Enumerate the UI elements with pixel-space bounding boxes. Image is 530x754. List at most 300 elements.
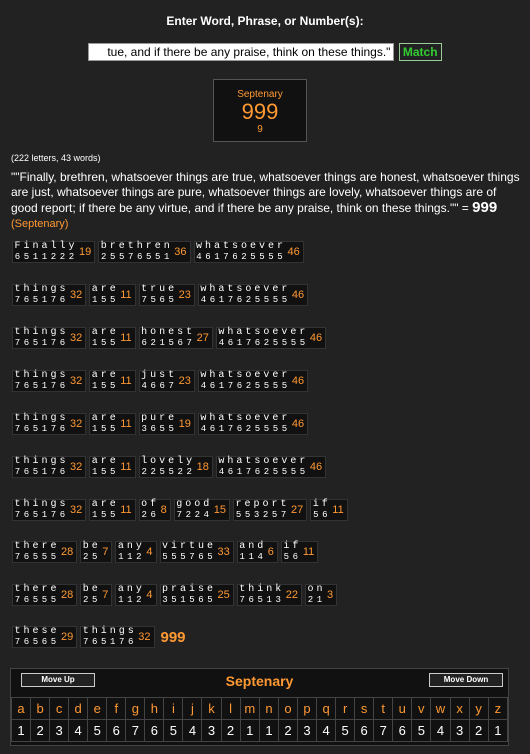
letter-cell <box>90 585 99 605</box>
cipher-value: 5 <box>412 720 431 742</box>
letter-char: t <box>14 626 21 637</box>
letter-char: v <box>161 541 168 552</box>
letter-value: 5 <box>290 467 297 477</box>
letter-cell <box>81 627 90 647</box>
result-value: 999 <box>241 99 279 124</box>
letter-value: 5 <box>254 381 261 391</box>
letter-char: a <box>91 413 98 424</box>
letter-cell <box>253 457 262 477</box>
letter-cell <box>235 457 244 477</box>
letter-value: 5 <box>250 252 256 262</box>
letter-char: e <box>290 327 297 338</box>
letter-value: 2 <box>245 381 252 391</box>
letter-cell <box>40 328 49 348</box>
phrase-total: 999 <box>472 199 498 216</box>
cipher-letter: z <box>488 698 507 720</box>
letter-char: o <box>263 327 270 338</box>
letter-char: e <box>168 456 175 467</box>
cipher-letter: a <box>12 698 31 720</box>
letter-char: e <box>254 413 261 424</box>
letter-cell <box>81 542 90 562</box>
letter-cell <box>179 542 188 562</box>
letter-char: i <box>188 584 195 595</box>
word-sum: 7 <box>102 546 109 558</box>
letter-value: 1 <box>41 295 48 305</box>
letter-value: 6 <box>23 424 30 434</box>
cipher-value: 6 <box>107 720 126 742</box>
letter-char: w <box>200 370 207 381</box>
letter-char: h <box>23 327 30 338</box>
letter-cell <box>31 285 40 305</box>
word-sum: 11 <box>302 546 315 558</box>
letter-char: w <box>195 241 202 252</box>
letter-char: t <box>239 584 246 595</box>
letter-value: 5 <box>281 338 288 348</box>
letter-char: w <box>200 413 207 424</box>
word-sum: 23 <box>178 289 191 301</box>
letter-char: s <box>59 370 66 381</box>
letter-value: 1 <box>92 424 98 434</box>
letter-value: 6 <box>198 552 204 562</box>
letter-cell <box>238 542 247 562</box>
letter-value: 5 <box>41 552 48 562</box>
letter-value: 7 <box>280 510 287 520</box>
letter-cell <box>117 242 126 262</box>
letter-char: r <box>299 456 306 467</box>
letter-char: s <box>41 626 48 637</box>
word-group <box>194 241 304 263</box>
cipher-value: 4 <box>431 720 450 742</box>
cipher-letter: l <box>221 698 240 720</box>
letter-cell <box>279 500 288 520</box>
word-group <box>115 541 156 563</box>
letter-value: 5 <box>168 295 174 305</box>
letter-cell <box>282 542 291 562</box>
letter-char: h <box>23 541 30 552</box>
letter-char: e <box>168 327 175 338</box>
letter-value: 7 <box>83 637 89 647</box>
result-cipher-label: Septenary <box>237 89 283 100</box>
letter-char: i <box>32 284 39 295</box>
word-group <box>216 456 326 478</box>
letter-cell <box>116 585 125 605</box>
letter-value: 7 <box>50 381 57 391</box>
letter-cell <box>108 371 117 391</box>
letter-cell <box>217 328 226 348</box>
letter-value: 4 <box>257 552 263 562</box>
letter-value: 5 <box>168 338 174 348</box>
phrase-breakdown <box>11 170 523 232</box>
letter-char: v <box>159 456 166 467</box>
letter-char: s <box>236 413 243 424</box>
letter-cell <box>99 500 108 520</box>
cipher-panel-title: Septenary <box>225 673 294 689</box>
letter-value: 6 <box>128 637 134 647</box>
letter-value: 5 <box>207 595 213 605</box>
letter-cell <box>256 585 265 605</box>
letter-cell <box>13 585 22 605</box>
letter-char: o <box>245 413 252 424</box>
letter-cell <box>140 328 149 348</box>
letter-value: 6 <box>205 252 211 262</box>
letter-value: 1 <box>41 338 48 348</box>
letter-char: n <box>159 327 166 338</box>
letter-char: b <box>82 584 89 595</box>
letter-value: 5 <box>281 424 288 434</box>
letter-cell <box>217 371 226 391</box>
word-sum: 19 <box>79 246 92 258</box>
move-up-button[interactable]: Move Up <box>21 673 95 687</box>
letter-char: r <box>150 284 157 295</box>
letter-cell <box>167 414 176 434</box>
letter-cell <box>244 414 253 434</box>
letter-value: 1 <box>159 338 165 348</box>
letter-char: t <box>188 541 195 552</box>
word-group <box>12 541 77 563</box>
letter-char: a <box>91 370 98 381</box>
letter-char: e <box>254 370 261 381</box>
word-sum: 4 <box>146 546 153 558</box>
letter-value: 5 <box>32 510 39 520</box>
cipher-value: 4 <box>69 720 88 742</box>
letter-char: n <box>266 584 273 595</box>
letter-cell <box>206 542 215 562</box>
letter-cell <box>149 328 158 348</box>
letter-value: 5 <box>101 295 107 305</box>
letter-cell <box>202 500 211 520</box>
letter-char: w <box>218 456 225 467</box>
letter-value: 1 <box>92 467 98 477</box>
letter-char: w <box>218 327 225 338</box>
letter-value: 6 <box>59 424 66 434</box>
letter-value: 3 <box>162 595 168 605</box>
letter-value: 1 <box>236 467 243 477</box>
letter-char: e <box>168 284 175 295</box>
letter-value: 3 <box>141 424 147 434</box>
letter-cell <box>31 542 40 562</box>
letter-cell <box>31 371 40 391</box>
letter-cell <box>235 414 244 434</box>
letter-cell <box>175 500 184 520</box>
word-group <box>12 241 95 263</box>
letter-cell <box>179 585 188 605</box>
cipher-letter: x <box>450 698 469 720</box>
letter-char: e <box>91 584 98 595</box>
letter-char: s <box>59 327 66 338</box>
letter-char: s <box>127 626 134 637</box>
letter-value: 5 <box>41 595 48 605</box>
cipher-value: 5 <box>336 720 355 742</box>
letter-char: s <box>197 584 204 595</box>
letter-value: 5 <box>244 510 251 520</box>
letter-value: 5 <box>277 252 283 262</box>
word-group <box>115 584 156 606</box>
letter-cell <box>161 585 170 605</box>
letter-value: 6 <box>59 510 66 520</box>
letter-char: r <box>100 413 107 424</box>
letter-value: 2 <box>101 252 107 262</box>
word-group <box>12 413 86 435</box>
word-sum: 18 <box>196 461 209 473</box>
letter-cell <box>22 457 31 477</box>
letter-char: r <box>281 370 288 381</box>
letter-value: 7 <box>227 295 234 305</box>
letter-cell <box>22 371 31 391</box>
word-sum: 27 <box>196 332 209 344</box>
letter-value: 5 <box>32 424 39 434</box>
letter-char: o <box>141 499 148 510</box>
letter-cell <box>280 328 289 348</box>
letter-cell <box>271 328 280 348</box>
letter-cell <box>99 627 108 647</box>
letter-char: o <box>245 370 252 381</box>
letter-value: 5 <box>110 295 116 305</box>
letter-cell <box>222 242 231 262</box>
letter-char: o <box>240 241 247 252</box>
letter-cell <box>208 414 217 434</box>
letter-cell <box>298 328 307 348</box>
letter-char: e <box>109 413 116 424</box>
letter-value: 5 <box>263 424 270 434</box>
letter-cell <box>274 585 283 605</box>
letter-cell <box>170 542 179 562</box>
letter-value: 2 <box>307 595 314 605</box>
letter-value: 1 <box>239 552 245 562</box>
letter-value: 6 <box>227 467 234 477</box>
word-sum: 28 <box>61 589 74 601</box>
cipher-letter: m <box>240 698 259 720</box>
letter-value: 2 <box>245 295 252 305</box>
letter-value: 5 <box>32 595 39 605</box>
cipher-letter: e <box>88 698 107 720</box>
cipher-value: 4 <box>183 720 202 742</box>
letter-value: 1 <box>218 295 225 305</box>
letter-cell <box>90 542 99 562</box>
letter-cell <box>90 328 99 348</box>
letter-cell <box>265 585 274 605</box>
letter-value: 6 <box>177 338 183 348</box>
letter-cell <box>40 242 49 262</box>
letter-value: 2 <box>83 552 89 562</box>
letter-cell <box>289 457 298 477</box>
letter-value: 7 <box>245 338 252 348</box>
letter-cell <box>22 328 31 348</box>
letter-cell <box>149 500 158 520</box>
cipher-value: 3 <box>50 720 69 742</box>
letter-value: 6 <box>159 381 165 391</box>
letter-char: k <box>275 584 282 595</box>
letter-cell <box>244 328 253 348</box>
letter-char: t <box>141 284 148 295</box>
letter-value: 5 <box>110 510 116 520</box>
letter-char: e <box>272 284 279 295</box>
letter-cell <box>167 285 176 305</box>
letter-value: 1 <box>32 252 39 262</box>
letter-char: t <box>14 413 21 424</box>
letter-cell <box>235 371 244 391</box>
phrase-text: ""Finally, brethren, whatsoever things are true, whatsoever things are honest, whatsoever things are just, whatsoever things are pure, whatsoever things are lovely, whatsoever things are of good report; if there be any virtue, and if there be any praise, think on these things."" = <box>11 170 520 215</box>
letter-value: 6 <box>92 637 98 647</box>
letter-char: a <box>218 284 225 295</box>
letter-cell <box>108 627 117 647</box>
letter-cell <box>99 285 108 305</box>
letter-char: t <box>227 370 234 381</box>
word-sum: 11 <box>120 289 132 301</box>
letter-value: 1 <box>41 424 48 434</box>
letter-cell <box>49 457 58 477</box>
letter-char: n <box>126 541 133 552</box>
letter-char: l <box>50 241 57 252</box>
letter-char: e <box>206 541 213 552</box>
letter-char: g <box>176 499 183 510</box>
cipher-chart <box>11 697 508 742</box>
letter-char: v <box>258 241 265 252</box>
letter-value: 5 <box>159 467 165 477</box>
cipher-value: 1 <box>240 720 259 742</box>
move-down-button[interactable]: Move Down <box>429 673 503 687</box>
letter-value: 5 <box>101 510 107 520</box>
letter-value: 4 <box>200 381 207 391</box>
letter-cell <box>208 285 217 305</box>
letter-cell <box>40 627 49 647</box>
letter-cell <box>90 371 99 391</box>
match-button[interactable]: Match <box>399 43 442 61</box>
letter-value: 5 <box>271 510 278 520</box>
letter-value: 5 <box>281 467 288 477</box>
word-row <box>12 413 311 435</box>
letter-cell <box>226 457 235 477</box>
letter-value: 7 <box>14 552 21 562</box>
letter-value: 2 <box>245 424 252 434</box>
letter-char: d <box>257 541 264 552</box>
letter-char: r <box>235 499 242 510</box>
letter-value: 2 <box>241 252 247 262</box>
input-prompt: Enter Word, Phrase, or Number(s): <box>166 14 364 28</box>
letter-value: 5 <box>119 252 125 262</box>
letter-value: 5 <box>263 295 270 305</box>
letter-char: h <box>209 284 216 295</box>
cipher-letter: h <box>145 698 164 720</box>
letter-cell <box>217 285 226 305</box>
cipher-value: 2 <box>469 720 488 742</box>
letter-char: e <box>109 327 116 338</box>
letter-cell <box>49 285 58 305</box>
letter-cell <box>270 500 279 520</box>
letter-value: 5 <box>313 510 319 520</box>
letter-value: 5 <box>235 510 242 520</box>
letter-cell <box>49 627 58 647</box>
letter-cell <box>247 542 256 562</box>
cipher-value: 3 <box>298 720 317 742</box>
letter-char: t <box>227 284 234 295</box>
letter-cell <box>267 242 276 262</box>
letter-cell <box>315 585 324 605</box>
letter-char: r <box>159 413 166 424</box>
letter-char: e <box>32 626 39 637</box>
letter-value: 6 <box>232 252 238 262</box>
letter-cell <box>140 285 149 305</box>
letter-cell <box>253 371 262 391</box>
letter-cell <box>13 627 22 647</box>
letter-value: 6 <box>254 467 261 477</box>
letter-char: t <box>222 241 229 252</box>
letter-char: j <box>141 370 148 381</box>
letter-value: 5 <box>283 552 290 562</box>
word-sum: 46 <box>291 418 305 430</box>
letter-cell <box>49 542 58 562</box>
letter-char: r <box>145 241 152 252</box>
letter-value: 1 <box>164 252 170 262</box>
letter-char: n <box>41 413 48 424</box>
word-row <box>12 327 329 349</box>
search-row <box>0 43 530 61</box>
letter-cell <box>311 500 320 520</box>
letter-value: 5 <box>180 552 186 562</box>
word-group <box>12 284 86 306</box>
letter-cell <box>244 285 253 305</box>
letter-cell <box>280 414 289 434</box>
letter-char: e <box>50 626 57 637</box>
letter-cell <box>185 457 194 477</box>
letter-cell <box>253 285 262 305</box>
letter-value: 1 <box>92 381 98 391</box>
letter-cell <box>271 285 280 305</box>
letter-char: a <box>41 241 48 252</box>
letter-cell <box>31 328 40 348</box>
letter-value: 5 <box>146 252 152 262</box>
word-sum: 11 <box>120 461 132 473</box>
letter-cell <box>49 414 58 434</box>
word-sum: 32 <box>70 375 83 387</box>
letter-value: 7 <box>50 424 57 434</box>
letter-value: 1 <box>180 595 186 605</box>
word-sum: 11 <box>120 332 132 344</box>
phrase-input[interactable] <box>88 43 394 61</box>
letter-value: 1 <box>92 338 98 348</box>
letter-char: v <box>281 456 288 467</box>
letter-value: 5 <box>110 467 116 477</box>
letter-char: e <box>109 284 116 295</box>
cipher-letter: c <box>50 698 69 720</box>
letter-char: g <box>118 626 125 637</box>
letter-value: 7 <box>227 381 234 391</box>
letter-char: u <box>150 370 157 381</box>
letter-char: i <box>257 584 264 595</box>
letter-cell <box>58 242 67 262</box>
letter-value: 1 <box>41 467 48 477</box>
letter-char: i <box>32 327 39 338</box>
letter-value: 2 <box>262 510 269 520</box>
letter-char: h <box>204 241 211 252</box>
letter-char: h <box>23 499 30 510</box>
letter-value: 5 <box>257 595 263 605</box>
letter-cell <box>144 242 153 262</box>
cipher-letter: q <box>317 698 336 720</box>
letter-cell <box>271 371 280 391</box>
word-group <box>139 370 195 392</box>
letter-char: h <box>141 327 148 338</box>
cipher-value: 6 <box>393 720 412 742</box>
word-sum: 46 <box>309 461 323 473</box>
letter-value: 5 <box>171 595 177 605</box>
letter-char: e <box>50 584 57 595</box>
letter-char: g <box>50 370 57 381</box>
letter-value: 6 <box>248 595 254 605</box>
word-group <box>89 499 135 521</box>
letter-cell <box>188 542 197 562</box>
letter-value: 6 <box>159 295 165 305</box>
word-group <box>160 541 234 563</box>
